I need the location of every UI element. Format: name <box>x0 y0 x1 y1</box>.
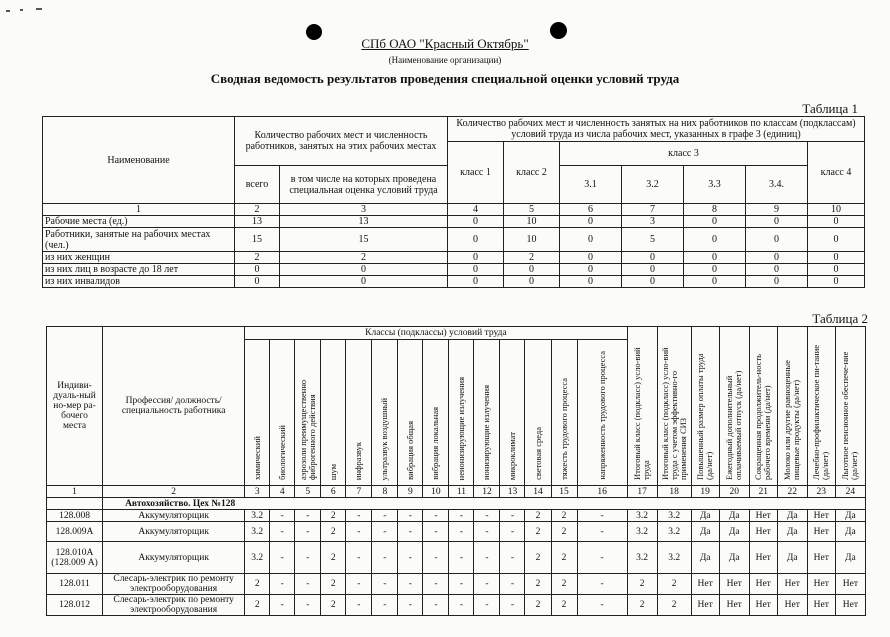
t2-cell: Да <box>719 542 749 574</box>
t2-cell: - <box>577 595 627 616</box>
t1-colnum: 6 <box>560 204 622 216</box>
t2-cell: - <box>449 542 474 574</box>
t1-colnum: 1 <box>43 204 235 216</box>
t2-colnum: 14 <box>525 486 551 498</box>
t2-cell: 3.2 <box>627 522 657 542</box>
t2-factor-header: биологический <box>270 340 295 486</box>
t1-cell: 0 <box>560 216 622 228</box>
t2-row-id: 128.008 <box>47 510 103 522</box>
t2-colnum: 19 <box>691 486 719 498</box>
t2-cell: Да <box>719 522 749 542</box>
t2-row-id: 128.009А <box>47 522 103 542</box>
t2-cell: Да <box>777 522 807 542</box>
t2-cell: Да <box>777 542 807 574</box>
t2-cell: - <box>270 542 295 574</box>
t2-cell: 2 <box>657 574 691 595</box>
t2-cell: - <box>449 574 474 595</box>
t2-cell: - <box>270 510 295 522</box>
t2-cell: Нет <box>835 574 865 595</box>
t2-cell: Да <box>691 510 719 522</box>
t2-colnum: 4 <box>270 486 295 498</box>
t2-cell: - <box>500 595 525 616</box>
t2-cell: - <box>372 595 398 616</box>
t1-cell: 0 <box>808 216 865 228</box>
t1-cell: 0 <box>448 216 504 228</box>
t2-factor-header: ионизирующие излучения <box>474 340 500 486</box>
t1-header-sub-3-4: 3.4. <box>746 166 808 204</box>
t2-cell: 2 <box>321 574 346 595</box>
table-row <box>47 510 866 522</box>
t2-cell: 2 <box>525 574 551 595</box>
summary-table-1 <box>42 116 865 288</box>
t2-row-profession: Слесарь-электрик по ремонту электрооборудования <box>103 574 245 595</box>
t2-cell: 3.2 <box>627 510 657 522</box>
t2-cell: - <box>500 574 525 595</box>
t2-cell: Нет <box>777 574 807 595</box>
t2-cell: - <box>295 542 321 574</box>
t2-cell: - <box>577 542 627 574</box>
t2-cell: 3.2 <box>245 542 270 574</box>
t1-cell: 0 <box>448 264 504 276</box>
t2-factor-header: химический <box>245 340 270 486</box>
t1-cell: 0 <box>622 276 684 288</box>
t2-cell: 3.2 <box>245 510 270 522</box>
t2-factor-header: вибрация общая <box>398 340 423 486</box>
t2-cell: 3.2 <box>245 522 270 542</box>
t1-cell: 0 <box>280 276 448 288</box>
t2-header-extra-2: Повышенный размер оплаты труда (да/нет) <box>691 327 719 486</box>
t2-row-id: 128.012 <box>47 595 103 616</box>
t2-cell: - <box>577 574 627 595</box>
t2-factor-header: световая среда <box>525 340 551 486</box>
table2-label: Таблица 2 <box>812 311 868 326</box>
t1-cell: 0 <box>235 264 280 276</box>
t1-cell: 0 <box>684 216 746 228</box>
t1-header-class3: класс 3 <box>560 142 808 166</box>
table-row <box>47 595 866 616</box>
t2-row-profession: Слесарь-электрик по ремонту электрооборудования <box>103 595 245 616</box>
t2-factor-header: вибрация локальная <box>423 340 449 486</box>
t2-colnum: 1 <box>47 486 103 498</box>
t1-row-name: Работники, занятые на рабочих местах (чел.) <box>43 228 235 252</box>
t2-cell: Да <box>719 510 749 522</box>
t2-cell: - <box>449 510 474 522</box>
t1-cell: 0 <box>280 264 448 276</box>
t2-cell: - <box>295 574 321 595</box>
t2-colnum: 20 <box>719 486 749 498</box>
t2-cell: - <box>270 595 295 616</box>
t2-cell: Нет <box>749 542 777 574</box>
t1-cell: 0 <box>235 276 280 288</box>
t2-cell: - <box>449 522 474 542</box>
t2-cell: 2 <box>627 574 657 595</box>
t2-cell: - <box>449 595 474 616</box>
table-row <box>43 252 865 264</box>
t1-colnum: 7 <box>622 204 684 216</box>
t2-cell: - <box>398 542 423 574</box>
t2-colnum: 2 <box>103 486 245 498</box>
t2-cell: 2 <box>525 595 551 616</box>
t1-cell: 0 <box>808 228 865 252</box>
t2-colnum: 7 <box>346 486 372 498</box>
t2-cell: 2 <box>321 510 346 522</box>
t2-cell: 2 <box>551 542 577 574</box>
t2-colnum: 12 <box>474 486 500 498</box>
t1-header-sub-3-2: 3.2 <box>622 166 684 204</box>
t2-cell: 2 <box>551 522 577 542</box>
t2-cell: Нет <box>691 574 719 595</box>
t1-cell: 0 <box>622 252 684 264</box>
t1-cell: 0 <box>560 264 622 276</box>
t2-cell: 2 <box>321 522 346 542</box>
t1-cell: 0 <box>684 252 746 264</box>
t2-row-profession: Аккумуляторщик <box>103 522 245 542</box>
table-row <box>47 522 866 542</box>
t2-cell: - <box>423 595 449 616</box>
t2-cell: Нет <box>749 522 777 542</box>
t2-header-profession: Профессия/ должность/ специальность работника <box>103 327 245 486</box>
t1-colnum: 5 <box>504 204 560 216</box>
t1-row-name: из них лиц в возрасте до 18 лет <box>43 264 235 276</box>
t1-header-name: Наименование <box>43 117 235 204</box>
t1-row-name: из них инвалидов <box>43 276 235 288</box>
t2-cell: - <box>423 510 449 522</box>
t1-cell: 2 <box>280 252 448 264</box>
t2-colnum: 3 <box>245 486 270 498</box>
t1-cell: 0 <box>560 252 622 264</box>
t1-row-name: Рабочие места (ед.) <box>43 216 235 228</box>
t1-cell: 0 <box>622 264 684 276</box>
t2-cell: Нет <box>835 595 865 616</box>
t1-colnum: 2 <box>235 204 280 216</box>
t2-header-classes-group: Классы (подклассы) условий труда <box>245 327 627 340</box>
t2-cell: - <box>295 522 321 542</box>
t2-cell: 2 <box>551 574 577 595</box>
t2-header-id: Индиви-дуаль-ный но-мер ра-бочего места <box>47 327 103 486</box>
summary-table-2 <box>46 326 866 616</box>
t2-cell: Да <box>835 542 865 574</box>
t1-cell: 15 <box>280 228 448 252</box>
t1-colnum: 3 <box>280 204 448 216</box>
t1-cell: 0 <box>560 228 622 252</box>
t1-header-total: всего <box>235 166 280 204</box>
t2-header-extra-3: Ежегодный дополнительный оплачиваемый отпуск (да/нет) <box>719 327 749 486</box>
table-row <box>43 276 865 288</box>
t2-cell: 3.2 <box>657 542 691 574</box>
t2-body <box>47 510 866 616</box>
t1-cell: 3 <box>622 216 684 228</box>
t2-cell: - <box>346 574 372 595</box>
t2-cell: Нет <box>807 574 835 595</box>
t2-colnum: 6 <box>321 486 346 498</box>
table-row <box>43 216 865 228</box>
t2-factor-header: ультразвук воздушный <box>372 340 398 486</box>
t1-header-sub-3-3: 3.3 <box>684 166 746 204</box>
organization-caption: (Наименование организации) <box>388 55 502 65</box>
t1-cell: 2 <box>504 252 560 264</box>
t2-factor-header: неионизирующие излучения <box>449 340 474 486</box>
t2-factor-header: микроклимат <box>500 340 525 486</box>
t2-cell: - <box>398 595 423 616</box>
t2-colnum: 23 <box>807 486 835 498</box>
t2-cell: - <box>372 542 398 574</box>
t2-colnum: 18 <box>657 486 691 498</box>
t2-cell: Нет <box>807 595 835 616</box>
t1-colnum: 10 <box>808 204 865 216</box>
t2-cell: - <box>346 522 372 542</box>
t2-cell: 2 <box>525 542 551 574</box>
t1-colnum: 8 <box>684 204 746 216</box>
t2-colnum: 24 <box>835 486 865 498</box>
t2-cell: Нет <box>719 595 749 616</box>
t1-cell: 0 <box>684 264 746 276</box>
t2-cell: 3.2 <box>627 542 657 574</box>
t1-cell: 0 <box>448 276 504 288</box>
t2-cell: - <box>372 522 398 542</box>
t1-header-class4: класс 4 <box>808 142 865 204</box>
t1-cell: 0 <box>746 228 808 252</box>
t2-section-title: Автохозяйство. Цех №128 <box>103 498 866 510</box>
t2-cell: Да <box>691 542 719 574</box>
t2-cell: Нет <box>749 595 777 616</box>
t2-row-id: 128.011 <box>47 574 103 595</box>
t1-cell: 13 <box>280 216 448 228</box>
t2-cell: Да <box>777 510 807 522</box>
t1-cell: 10 <box>504 228 560 252</box>
t1-cell: 0 <box>808 264 865 276</box>
t2-factor-header: аэрозоли преимущественно фиброгенного действия <box>295 340 321 486</box>
t2-colnum: 8 <box>372 486 398 498</box>
t2-factor-header: напряженность трудового процесса <box>577 340 627 486</box>
t2-factor-header: шум <box>321 340 346 486</box>
t2-cell: - <box>577 522 627 542</box>
t2-cell: - <box>423 542 449 574</box>
t2-cell: - <box>372 510 398 522</box>
t2-header-extra-1: Итоговый класс (подкласс) усло-вий труда с учетом эффективно-го применения СИЗ <box>657 327 691 486</box>
t2-header-extra-4: Сокращенная продолжитель-ность рабочего времени (да/нет) <box>749 327 777 486</box>
t2-column-numbers <box>47 486 866 498</box>
document-title: Сводная ведомость результатов проведения специальной оценки условий труда <box>210 71 680 86</box>
t2-cell: Нет <box>807 542 835 574</box>
t1-cell: 0 <box>808 252 865 264</box>
t2-cell: 2 <box>321 542 346 574</box>
table-row <box>47 574 866 595</box>
t2-row-id: 128.010А (128.009 А) <box>47 542 103 574</box>
t1-header-class1: класс 1 <box>448 142 504 204</box>
t2-cell: Нет <box>719 574 749 595</box>
t2-colnum: 17 <box>627 486 657 498</box>
t1-column-numbers <box>43 204 865 216</box>
t2-cell: 3.2 <box>657 510 691 522</box>
t2-cell: - <box>474 595 500 616</box>
t1-header-assessed: в том числе на которых проведена специальная оценка условий труда <box>280 166 448 204</box>
t2-colnum: 15 <box>551 486 577 498</box>
t2-factor-header: тяжесть трудового процесса <box>551 340 577 486</box>
t2-header-extra-6: Лечебно-профилактическое пи-тание (да/нет) <box>807 327 835 486</box>
t1-cell: 0 <box>448 252 504 264</box>
t2-cell: - <box>398 574 423 595</box>
t1-cell: 0 <box>746 216 808 228</box>
t2-cell: - <box>423 522 449 542</box>
t2-cell: Нет <box>777 595 807 616</box>
t2-factor-header: инфразвук <box>346 340 372 486</box>
t2-cell: Нет <box>807 522 835 542</box>
t1-cell: 5 <box>622 228 684 252</box>
scan-speck <box>20 9 23 11</box>
t2-cell: - <box>270 574 295 595</box>
t2-cell: - <box>295 595 321 616</box>
t2-cell: - <box>346 595 372 616</box>
t2-cell: Нет <box>749 510 777 522</box>
t1-colnum: 9 <box>746 204 808 216</box>
t2-cell: Нет <box>749 574 777 595</box>
organization-name: СПб ОАО "Красный Октябрь" <box>361 36 529 51</box>
t1-cell: 0 <box>746 276 808 288</box>
table1-label: Таблица 1 <box>802 101 858 116</box>
t2-colnum: 9 <box>398 486 423 498</box>
t2-cell: - <box>474 574 500 595</box>
t1-cell: 13 <box>235 216 280 228</box>
t2-colnum: 22 <box>777 486 807 498</box>
t2-cell: - <box>346 510 372 522</box>
t1-body <box>43 216 865 288</box>
t2-cell: - <box>270 522 295 542</box>
t1-colnum: 4 <box>448 204 504 216</box>
t1-cell: 0 <box>746 252 808 264</box>
t2-header-extra-5: Молоко или другие равноценные пищевые продукты (да/нет) <box>777 327 807 486</box>
t1-row-name: из них женщин <box>43 252 235 264</box>
t2-cell: 2 <box>525 522 551 542</box>
t2-cell: Да <box>691 522 719 542</box>
table-row <box>43 228 865 252</box>
t2-cell: - <box>474 542 500 574</box>
t2-cell: - <box>500 522 525 542</box>
t1-header-class2: класс 2 <box>504 142 560 204</box>
t2-cell: 2 <box>525 510 551 522</box>
t2-cell: 3.2 <box>657 522 691 542</box>
table-row <box>47 542 866 574</box>
t2-cell: 2 <box>657 595 691 616</box>
t2-cell: - <box>372 574 398 595</box>
t2-cell: - <box>295 510 321 522</box>
t2-cell: - <box>500 510 525 522</box>
t2-cell: - <box>423 574 449 595</box>
t2-cell: 2 <box>627 595 657 616</box>
t1-header-class-group: Количество рабочих мест и численность занятых на них работников по классам (подклассам) условий труда из числа рабочих мест, указанных в графе 3 (единиц) <box>448 117 865 142</box>
t1-cell: 10 <box>504 216 560 228</box>
t2-cell: - <box>474 522 500 542</box>
t2-cell: - <box>577 510 627 522</box>
t2-colnum: 10 <box>423 486 449 498</box>
table-row <box>43 264 865 276</box>
t1-cell: 0 <box>808 276 865 288</box>
t1-cell: 15 <box>235 228 280 252</box>
t2-cell: - <box>398 522 423 542</box>
t2-row-profession: Аккумуляторщик <box>103 542 245 574</box>
t2-row-profession: Аккумуляторщик <box>103 510 245 522</box>
t1-cell: 0 <box>684 276 746 288</box>
t2-cell: - <box>346 542 372 574</box>
t2-colnum: 5 <box>295 486 321 498</box>
t2-cell: 2 <box>551 595 577 616</box>
t1-cell: 0 <box>560 276 622 288</box>
t2-cell: 2 <box>551 510 577 522</box>
t2-cell: 2 <box>245 574 270 595</box>
t1-cell: 0 <box>448 228 504 252</box>
t1-cell: 0 <box>504 276 560 288</box>
t2-cell: Нет <box>807 510 835 522</box>
t1-cell: 0 <box>746 264 808 276</box>
t1-header-sub-3-1: 3.1 <box>560 166 622 204</box>
t2-header-extra-0: Итоговый класс (подкласс) усло-вий труда <box>627 327 657 486</box>
t2-cell: - <box>474 510 500 522</box>
t1-cell: 2 <box>235 252 280 264</box>
t1-header-count-group: Количество рабочих мест и численность работников, занятых на этих рабочих местах <box>235 117 448 166</box>
t2-cell: - <box>500 542 525 574</box>
t1-cell: 0 <box>684 228 746 252</box>
t2-cell: Нет <box>691 595 719 616</box>
scan-speck <box>6 10 10 12</box>
scan-speck <box>36 8 42 10</box>
t2-colnum: 16 <box>577 486 627 498</box>
t2-cell: Да <box>835 510 865 522</box>
t2-colnum: 11 <box>449 486 474 498</box>
t2-colnum: 13 <box>500 486 525 498</box>
t2-colnum: 21 <box>749 486 777 498</box>
t2-cell: Да <box>835 522 865 542</box>
t1-cell: 0 <box>504 264 560 276</box>
t2-cell: - <box>398 510 423 522</box>
t2-cell: 2 <box>321 595 346 616</box>
t2-cell: 2 <box>245 595 270 616</box>
t2-header-extra-7: Льготное пенсионное обеспече-ние (да/нет) <box>835 327 865 486</box>
